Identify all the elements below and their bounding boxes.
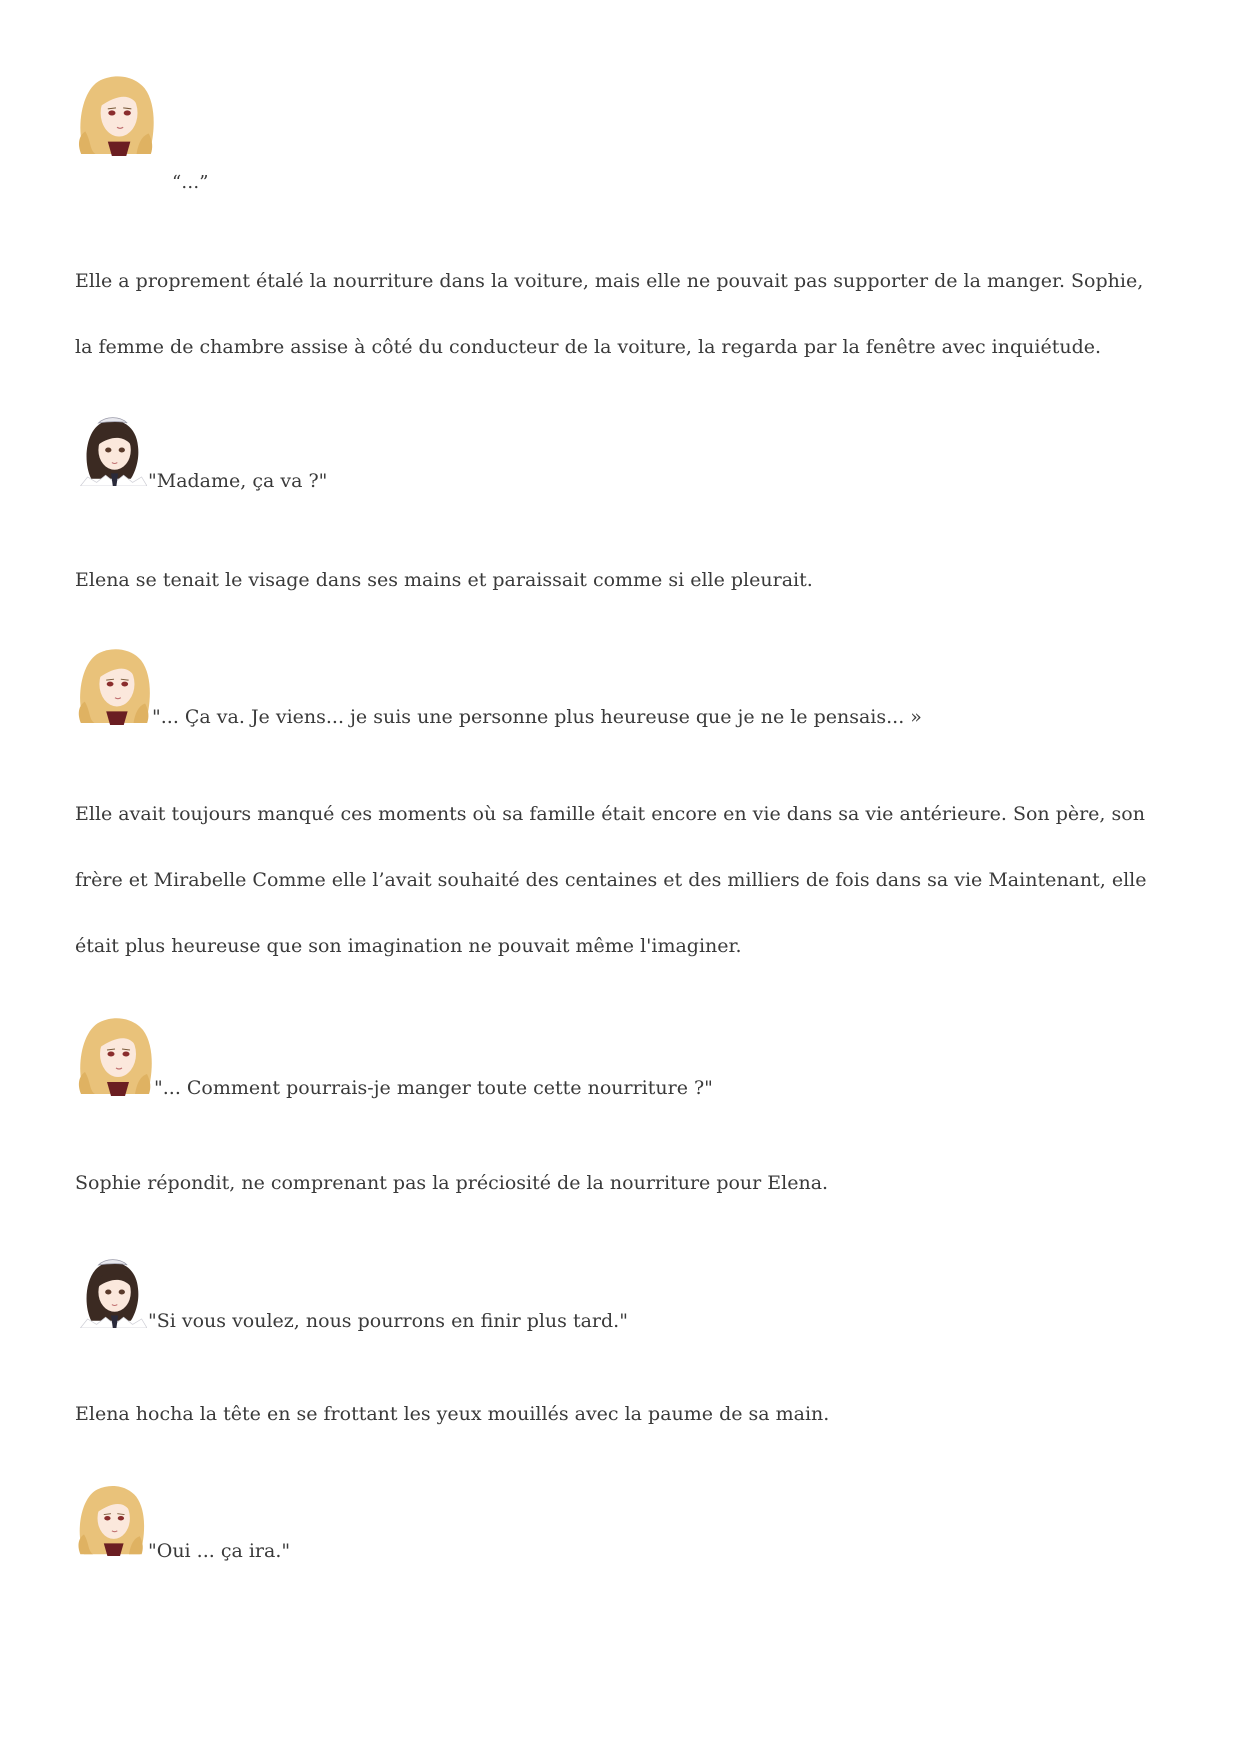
dialogue-line: "Madame, ça va ?" — [148, 470, 328, 492]
dialogue-line: "... Ça va. Je viens... je suis une personne plus heureuse que je ne le pensais... » — [152, 706, 922, 728]
dialogue-line: "Si vous voulez, nous pourrons en finir plus tard." — [148, 1310, 628, 1332]
sophie-avatar-icon — [75, 414, 147, 486]
elena-avatar-icon — [75, 1016, 155, 1096]
elena-avatar-icon — [75, 1484, 147, 1556]
dialogue-line: "Oui ... ça ira." — [148, 1540, 291, 1562]
sophie-avatar-icon — [75, 1256, 147, 1328]
elena-avatar-icon — [75, 74, 157, 156]
dialogue-line: "... Comment pourrais-je manger toute cette nourriture ?" — [154, 1077, 713, 1099]
narration-paragraph: Elena hocha la tête en se frottant les yeux mouillés avec la paume de sa main. — [75, 1403, 830, 1425]
narration-paragraph: Sophie répondit, ne comprenant pas la préciosité de la nourriture pour Elena. — [75, 1172, 829, 1194]
narration-paragraph: Elle a proprement étalé la nourriture dans la voiture, mais elle ne pouvait pas supporter de la manger. Sophie, la femme de chambre assise à côté du conducteur de la voiture, la regarda par la fenêtre avec inquiétude. — [75, 270, 1144, 358]
elena-avatar-icon — [75, 647, 153, 725]
dialogue-line: “…” — [172, 172, 209, 193]
narration-paragraph: Elena se tenait le visage dans ses mains et paraissait comme si elle pleurait. — [75, 569, 813, 591]
narration-paragraph: Elle avait toujours manqué ces moments où sa famille était encore en vie dans sa vie antérieure. Son père, son frère et Mirabelle Comme elle l’avait souhaité des centaines et des milliers de fois dans sa vie Maintenant, elle était plus heureuse que son imagination ne pouvait même l'imaginer. — [75, 803, 1147, 957]
